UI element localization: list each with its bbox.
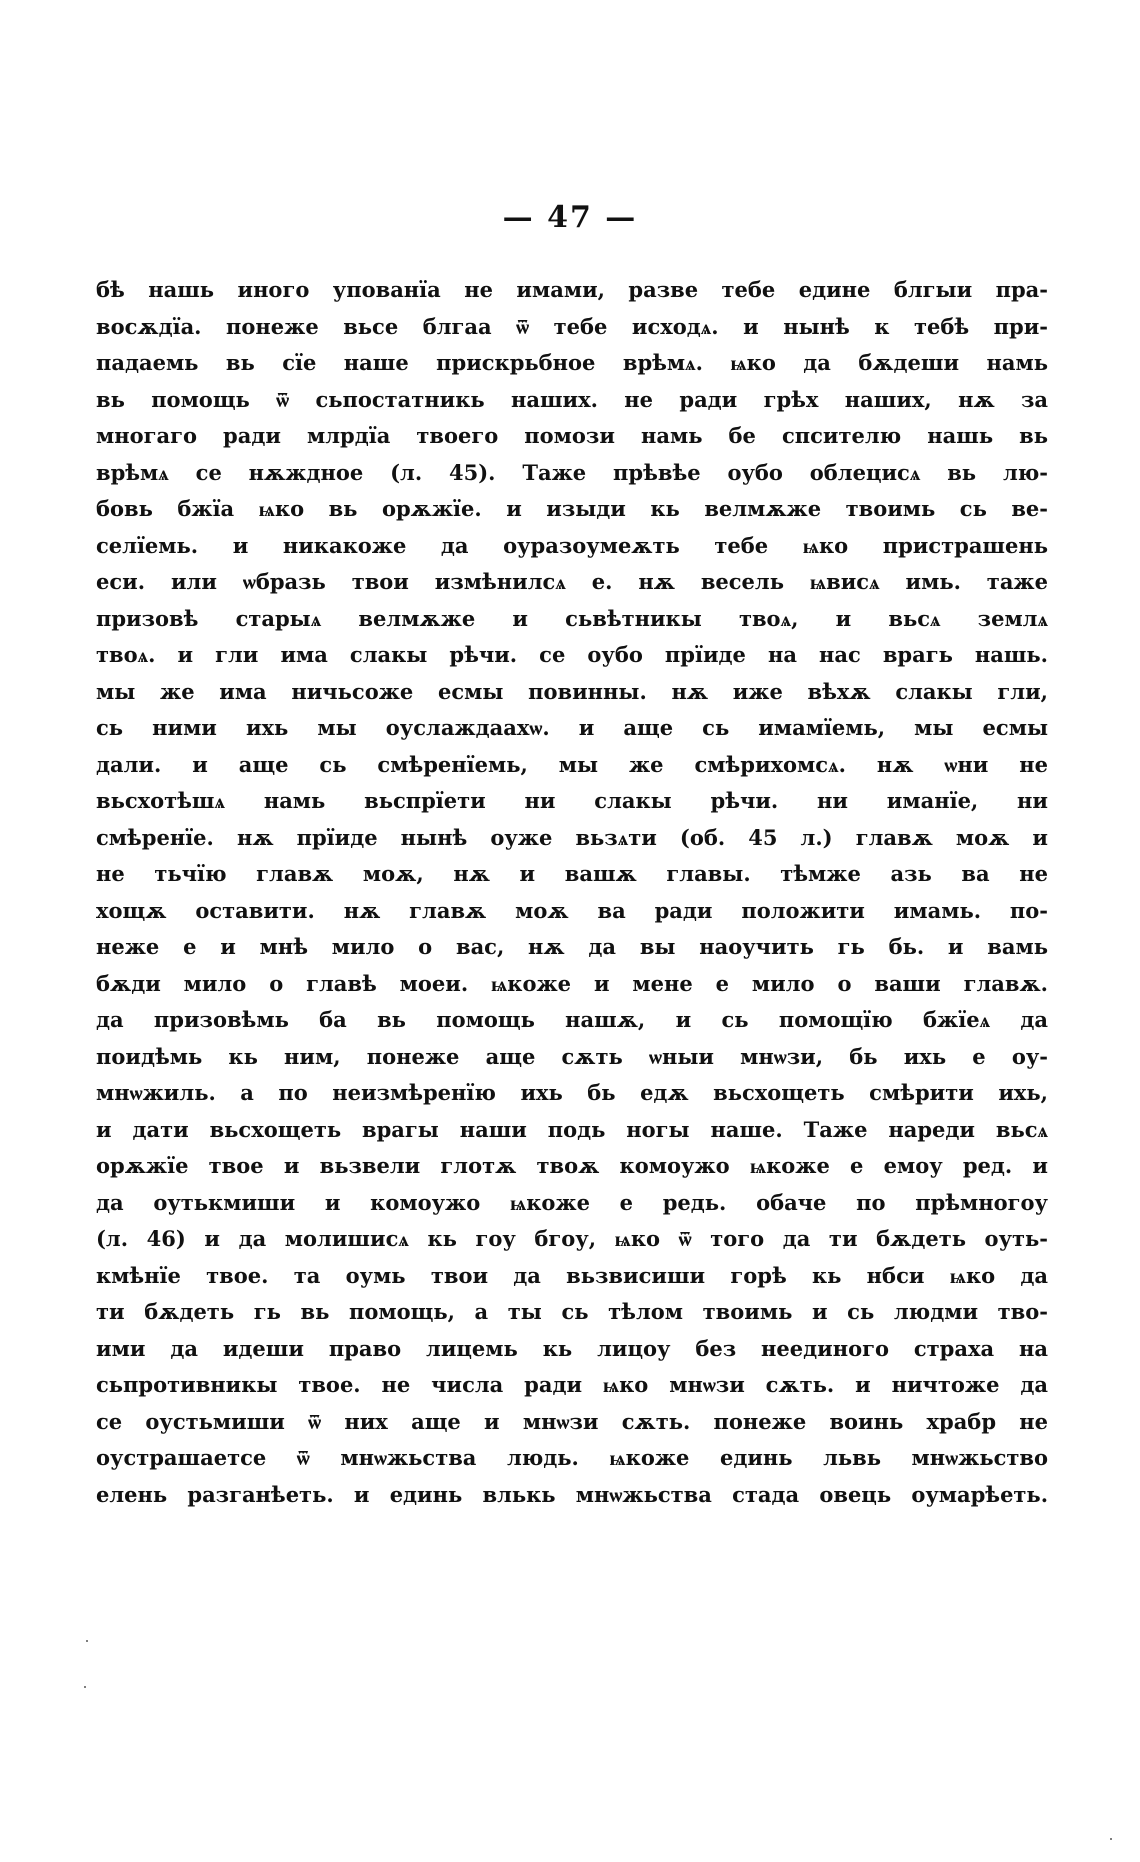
text-line: сь ними ихь мы оуслаждаахѡ. и аще сь имамїемь, мы есмы [96,715,1048,740]
scan-speck [86,1640,88,1642]
text-line: хощѫ оставити. нѫ главѫ моѫ ва ради положити имамь. по- [96,897,1048,923]
text-line: ти бѫдеть гь вь помощь, а ты сь тѣлом твоимь и сь людми тво- [96,1299,1048,1324]
text-line: бѫди мило о главѣ моеи. ѩкоже и мене е мило о ваши главѫ. [96,970,1048,996]
text-line: селїемь. и никакоже да оуразоумеѫть тебе ѩко пристрашень [96,532,1048,558]
text-line: неже е и мнѣ мило о вас, нѫ да вы наоучить гь бь. и вамь [96,934,1048,959]
text-line: се оустьмиши ѿ них аще и мнѡзи сѫть. понеже воинь храбр не [96,1408,1048,1434]
text-line: мы же има ничьсоже есмы повинны. нѫ иже вѣхѫ слакы гли, [96,678,1048,704]
text-line: мнѡжиль. а по неизмѣренїю ихь бь едѫ вьсхощеть смѣрити ихь, [96,1080,1048,1105]
text-line: падаемь вь сїе наше прискрьбное врѣмѧ. ѩко да бѫдеши намь [96,350,1048,375]
text-line: дали. и аще сь смѣренїемь, мы же смѣрихомсѧ. нѫ ѡни не [96,751,1048,777]
text-line: ими да идеши право лицемь кь лицоу без неединого страха на [96,1335,1048,1361]
body-text [96,272,1048,1513]
text-line: врѣмѧ се нѫждное (л. 45). Таже прѣвѣе оубо облецисѧ вь лю- [96,459,1048,485]
text-line: елень разганѣеть. и единь влькь мнѡжьства стада овець оумарѣеть. [96,1481,1048,1507]
text-line: да призовѣмь ба вь помощь нашѫ, и сь помощїю бжїеѧ да [96,1007,1048,1032]
text-line: не тьчїю главѫ моѫ, нѫ и вашѫ главы. тѣмже азь ва не [96,861,1048,886]
text-line: оустрашаетсе ѿ мнѡжьства людь. ѩкоже единь львь мнѡжьство [96,1445,1048,1470]
text-line: да оутькмиши и комоужо ѩкоже е редь. обаче по прѣмногоу [96,1189,1048,1215]
text-line: смѣренїе. нѫ прїиде нынѣ оуже вьзѧти (об. 45 л.) главѫ моѫ и [96,824,1048,850]
text-line: и дати вьсхощеть врагы наши подь ногы наше. Таже нареди вьсѧ [96,1116,1048,1142]
text-line: сьпротивникы твое. не числа ради ѩко мнѡзи сѫть. и ничтоже да [96,1372,1048,1397]
text-line: твоѧ. и гли има слакы рѣчи. се оубо прїиде на нас врагь нашь. [96,642,1048,667]
scan-speck [84,1686,86,1688]
scan-speck [1110,1838,1112,1840]
text-line: вьсхотѣшѧ намь вьспрїети ни слакы рѣчи. ни иманїе, ни [96,788,1048,813]
text-line: восѫдїа. понеже вьсе блгаа ѿ тебе исходѧ. и нынѣ к тебѣ при- [96,313,1048,339]
text-line: кмѣнїе твое. та оумь твои да вьзвисиши горѣ кь нбси ѩко да [96,1262,1048,1288]
text-line: еси. или ѡбразь твои измѣнилсѧ е. нѫ весель ѩвисѧ имь. таже [96,569,1048,594]
text-line: поидѣмь кь ним, понеже аще сѫть ѡныи мнѡзи, бь ихь е оу- [96,1043,1048,1069]
text-line: бовь бжїа ѩко вь орѫжїе. и изыди кь велмѫже твоимь сь ве- [96,496,1048,521]
text-line: орѫжїе твое и вьзвели глотѫ твоѫ комоужо ѩкоже е емоу ред. и [96,1153,1048,1178]
page-number: — 47 — [502,200,638,235]
text-line: вь помощь ѿ сьпостатникь наших. не ради грѣх наших, нѫ за [96,386,1048,412]
text-line: бѣ нашь иного упованїа не имами, разве тебе едине блгыи пра- [96,277,1048,302]
text-line: призовѣ старыѧ велмѫже и сьвѣтникы твоѧ, и вьсѧ землѧ [96,605,1048,631]
text-line: (л. 46) и да молишисѧ кь гоу бгоу, ѩко ѿ того да ти бѫдеть оуть- [96,1226,1048,1251]
text-line: многаго ради млрдїа твоего помози намь бе спсителю нашь вь [96,423,1048,448]
